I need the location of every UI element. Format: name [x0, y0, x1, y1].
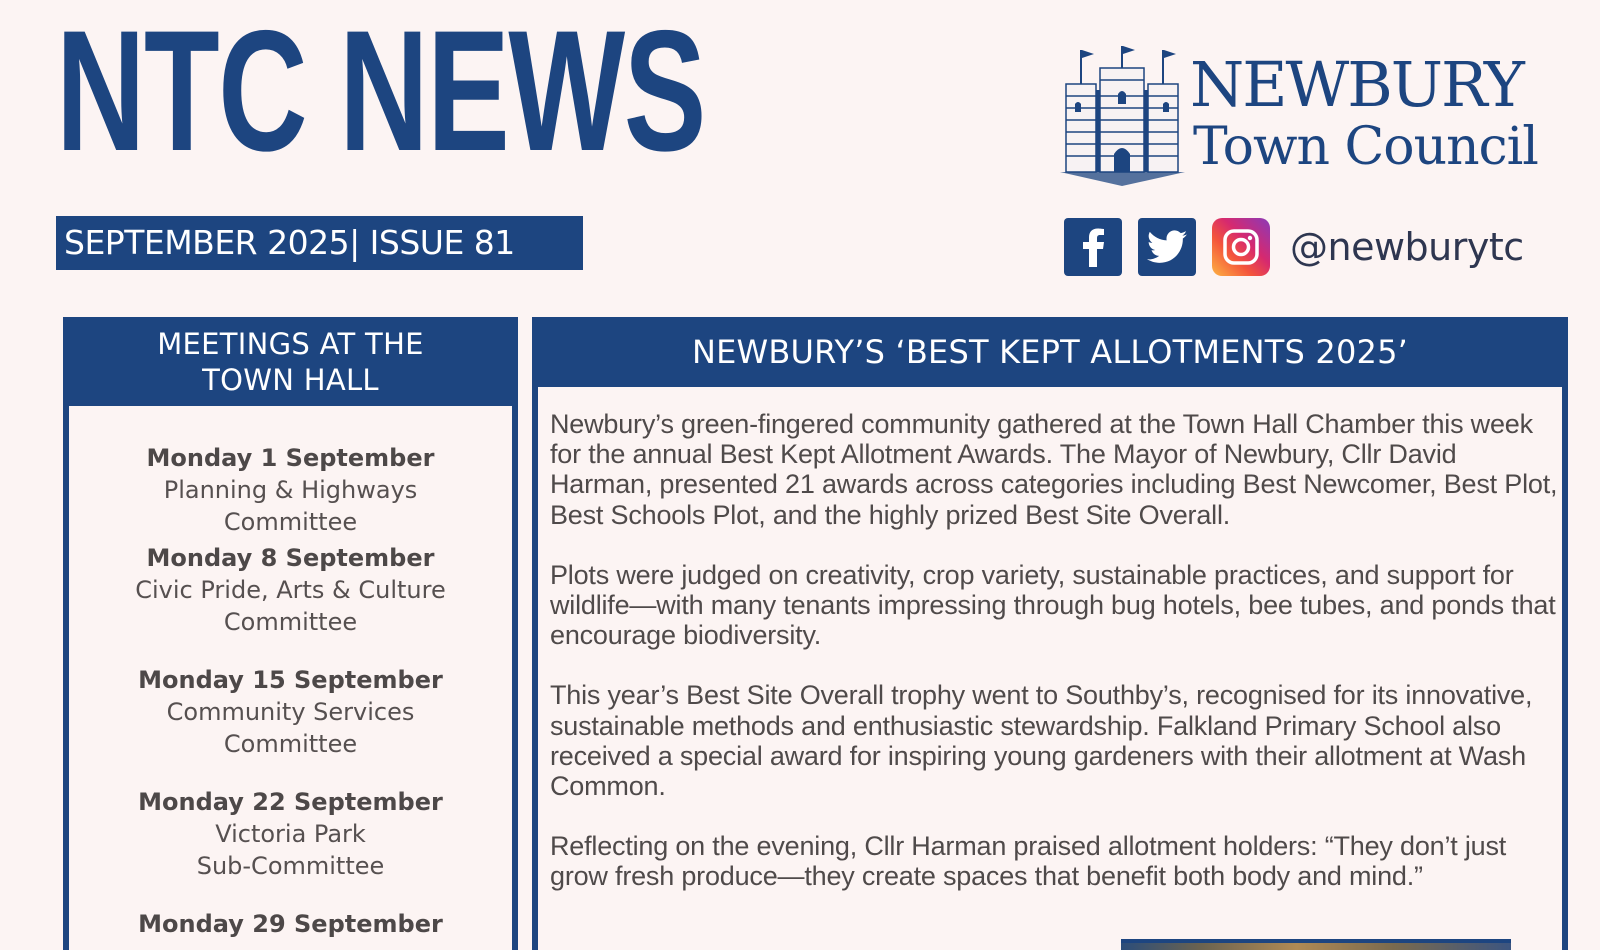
meeting-name: Civic Pride, Arts & Culture Committee [135, 576, 446, 636]
social-handle[interactable]: @newburytc [1290, 225, 1524, 269]
twitter-icon [1147, 230, 1187, 264]
facebook-icon [1078, 227, 1108, 267]
castle-icon [1060, 46, 1185, 186]
logo-text-town-council: Town Council [1193, 117, 1538, 177]
meeting-date: Monday 22 September [138, 788, 443, 816]
meeting-date: Monday 15 September [138, 666, 443, 694]
meetings-heading-line1: MEETINGS AT THE [157, 327, 424, 361]
article-body [538, 387, 1562, 892]
meeting-item [69, 442, 512, 538]
meeting-name: Community Services Committee [166, 698, 415, 758]
meeting-item [69, 664, 512, 760]
meeting-name: Victoria Park Sub-Committee [196, 820, 385, 880]
meetings-heading [63, 317, 518, 406]
article-paragraph: Reflecting on the evening, Cllr Harman praised allotment holders: “They don’t just grow fresh produce—they create spaces that benefit both body and mind.” [550, 831, 1507, 892]
social-links [1064, 218, 1524, 276]
meeting-item [69, 542, 512, 638]
issue-badge: SEPTEMBER 2025| ISSUE 81 [56, 216, 583, 270]
facebook-button[interactable] [1064, 218, 1122, 276]
twitter-button[interactable] [1138, 218, 1196, 276]
instagram-button[interactable] [1212, 218, 1270, 276]
logo-text-newbury: NEWBURY [1190, 48, 1523, 121]
awards-photo [1121, 939, 1511, 950]
newsletter-title: NTC NEWS [56, 0, 705, 187]
meeting-name: Planning & Highways Committee [163, 476, 418, 536]
article-paragraph: This year’s Best Site Overall trophy went to Southby’s, recognised for its innovative, sustainable methods and enthusiastic stewardship. Falkland Primary School also received a special award for inspiring young gardeners with their allotment at Wash Common. [550, 680, 1533, 802]
meetings-list [69, 406, 512, 940]
meetings-panel [63, 317, 518, 950]
meeting-date: Monday 29 September [138, 910, 443, 938]
instagram-icon [1221, 227, 1261, 267]
article-paragraph: Newbury’s green-fingered community gathered at the Town Hall Chamber this week for the annual Best Kept Allotment Awards. The Mayor of Newbury, Cllr David Harman, presented 21 awards across categories including Best Newcomer, Best Plot, Best Schools Plot, and the highly prized Best Site Overall. [550, 409, 1558, 530]
meeting-date: Monday 1 September [146, 444, 435, 472]
meeting-item [69, 908, 512, 940]
meetings-heading-line2: TOWN HALL [202, 363, 379, 397]
meeting-date: Monday 8 September [146, 544, 435, 572]
meeting-item [69, 786, 512, 882]
article-panel [532, 317, 1568, 950]
council-logo[interactable] [1060, 46, 1560, 191]
article-paragraph: Plots were judged on creativity, crop variety, sustainable practices, and support for wildlife—with many tenants impressing through bug hotels, bee tubes, and ponds that encourage biodiversity. [550, 559, 1556, 651]
article-title: NEWBURY’S ‘BEST KEPT ALLOTMENTS 2025’ [532, 317, 1568, 387]
